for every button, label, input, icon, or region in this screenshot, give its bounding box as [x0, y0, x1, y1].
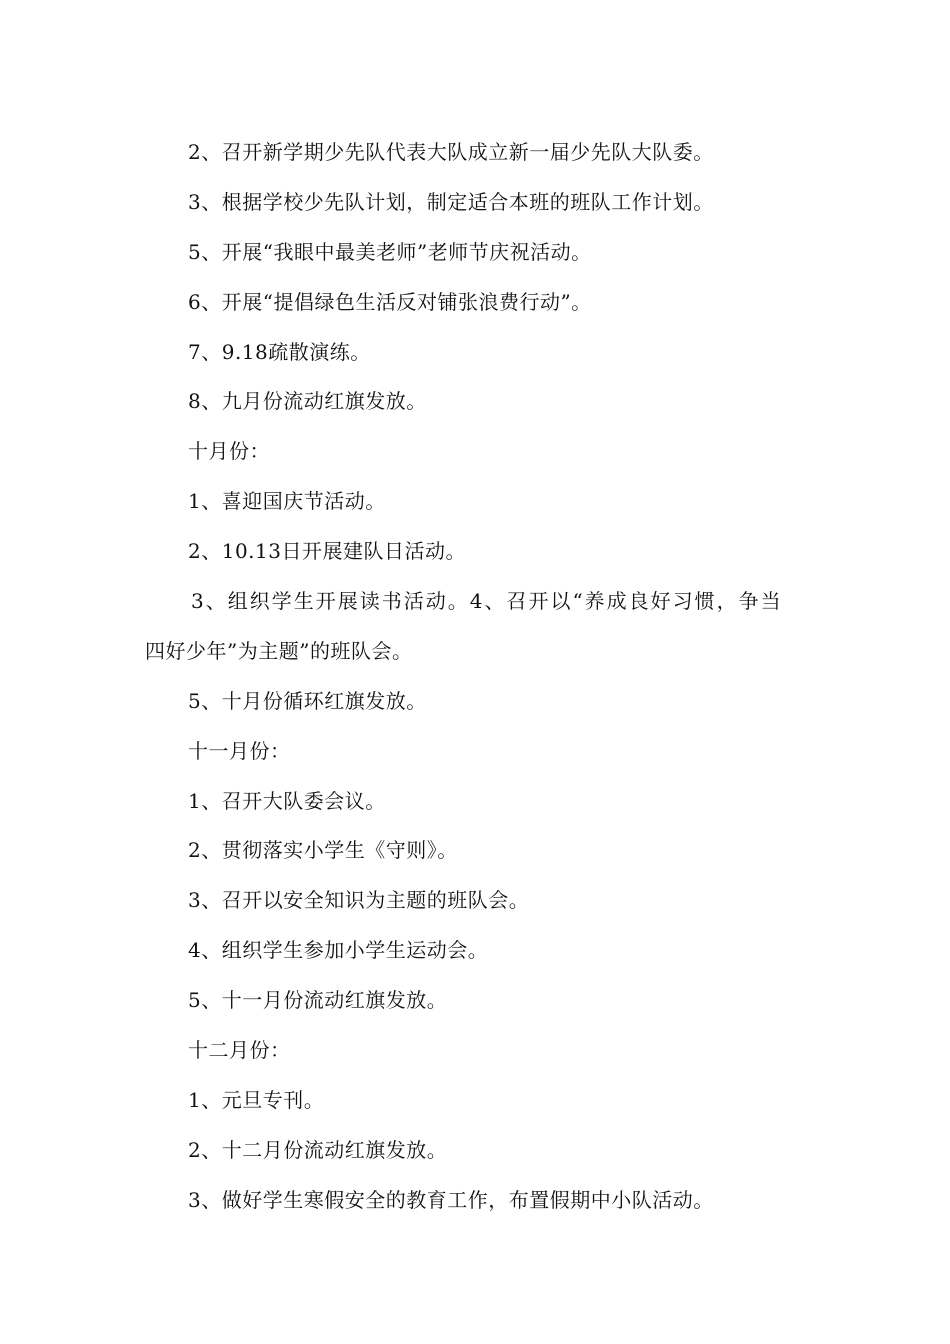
- paragraph-line: 6、开展“提倡绿色生活反对铺张浪费行动”。: [188, 289, 592, 314]
- paragraph-line: 2、10.13日开展建队日活动。: [188, 539, 466, 564]
- paragraph-line-continuation: 四好少年”为主题”的班队会。: [145, 638, 413, 663]
- paragraph-line: 3、召开以安全知识为主题的班队会。: [188, 888, 530, 913]
- paragraph-line: 2、召开新学期少先队代表大队成立新一届少先队大队委。: [188, 140, 714, 164]
- section-heading: 十二月份：: [188, 1038, 291, 1063]
- paragraph-line: 2、十二月份流动红旗发放。: [188, 1137, 448, 1162]
- paragraph-line: 2、贯彻落实小学生《守则》。: [188, 838, 458, 863]
- section-heading: 十月份：: [188, 439, 270, 464]
- section-heading: 十一月份：: [188, 738, 291, 763]
- paragraph-line: 5、十一月份流动红旗发放。: [188, 988, 448, 1013]
- paragraph-line: 5、十月份循环红旗发放。: [188, 688, 427, 713]
- paragraph-line: 3、根据学校少先队计划，制定适合本班的班队工作计划。: [188, 189, 714, 214]
- paragraph-line: 1、喜迎国庆节活动。: [188, 489, 386, 514]
- paragraph-line: 5、开展“我眼中最美老师”老师节庆祝活动。: [188, 239, 592, 264]
- paragraph-line: 8、九月份流动红旗发放。: [188, 389, 427, 414]
- paragraph-line: 3、组织学生开展读书活动。4、召开以“养成良好习惯，争当: [191, 589, 783, 614]
- document-body: [145, 128, 815, 1226]
- paragraph-line: 1、召开大队委会议。: [188, 788, 386, 813]
- paragraph-line: 4、组织学生参加小学生运动会。: [188, 938, 489, 963]
- paragraph-line: 1、元旦专刊。: [188, 1087, 325, 1112]
- paragraph-line: 3、做好学生寒假安全的教育工作，布置假期中小队活动。: [188, 1187, 714, 1212]
- paragraph-line: 7、9.18疏散演练。: [188, 339, 371, 364]
